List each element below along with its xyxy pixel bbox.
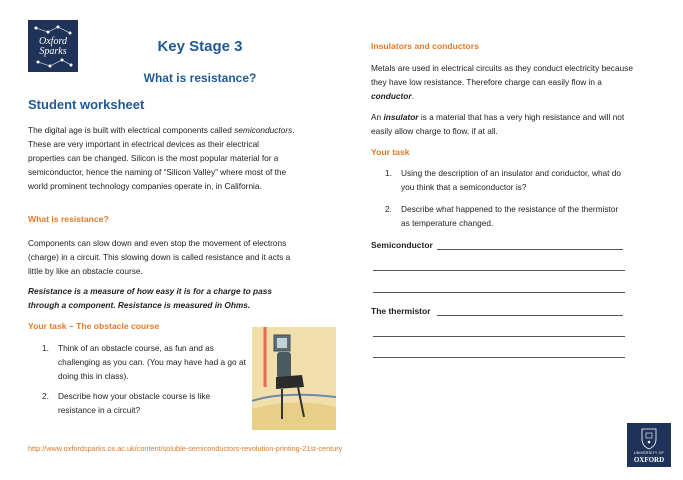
resistance-paragraph	[28, 236, 298, 278]
conductor-text-a: Metals are used in electrical circuits as they conduct electricity because they have low resistance. Therefore charge can easily flow in a	[371, 63, 633, 87]
answer-line[interactable]	[373, 270, 625, 271]
list-number: 2.	[42, 391, 49, 401]
answer-line[interactable]	[373, 336, 625, 337]
insulator-paragraph	[371, 110, 633, 138]
key-stage-title: Key Stage 3	[157, 38, 243, 55]
oxford-logo-line2: OXFORD	[633, 456, 665, 464]
obstacle-course-illustration	[252, 327, 336, 430]
intro-text-a: The digital age is built with electrical components called	[28, 125, 232, 135]
answer-line[interactable]	[373, 357, 625, 358]
resistance-definition	[28, 284, 298, 312]
task2-heading: Your task	[371, 147, 410, 157]
resistance-text: Components can slow down and even stop the movement of electrons (charge) in a circuit. This slowing down is called resistance and it acts a little by like an obstacle course.	[28, 238, 291, 276]
logo-text-line1: Oxford	[39, 36, 67, 47]
source-url-link[interactable]: http://www.oxfordsparks.ox.ac.uk/content/soluble-semiconductors-revolution-printing-21st-century	[28, 444, 343, 453]
list-text: Describe what happened to the resistance of the thermistor as temperature changed.	[401, 204, 619, 228]
intro-paragraph	[28, 123, 298, 193]
semiconductor-label: Semiconductor	[371, 240, 433, 250]
figure-illustration	[252, 327, 336, 430]
task2-list	[371, 166, 621, 230]
task1-list	[28, 341, 246, 417]
list-item	[371, 166, 621, 194]
list-text: Describe how your obstacle course is like resistance in a circuit?	[58, 391, 211, 415]
insulator-text-a: An	[371, 112, 384, 122]
oxford-logo-line1: UNIVERSITY OF	[633, 451, 665, 455]
intro-text-b: . These are very important in electrical devices as their electrical properties can be changed. Silicon is the most popular material for a semiconductor, hence the naming of “Silicon Valley” where most of the world prominent technology companies operate in, in California.	[28, 125, 295, 191]
insulator-text-b: is a material that has a very high resistance and will not easily allow charge to flow, if at all.	[371, 112, 625, 136]
thermistor-answer-line[interactable]	[437, 315, 623, 316]
task1-heading: Your task – The obstacle course	[28, 321, 160, 331]
list-number: 1.	[42, 343, 49, 353]
list-number: 1.	[385, 168, 392, 178]
conductor-emphasis: conductor	[371, 91, 412, 101]
intro-emphasis: semiconductors	[234, 125, 293, 135]
oxford-crest-icon	[627, 423, 671, 451]
page-subtitle: What is resistance?	[143, 71, 257, 85]
insulators-heading: Insulators and conductors	[371, 41, 479, 51]
what-is-resistance-heading: What is resistance?	[28, 214, 109, 224]
university-of-oxford-logo	[627, 423, 671, 467]
logo-text-line2: Sparks	[39, 46, 67, 57]
list-item	[28, 389, 246, 417]
conductor-text-b: .	[411, 91, 414, 101]
semiconductor-answer-line[interactable]	[437, 249, 623, 250]
resistance-definition-text: Resistance is a measure of how easy it is for a charge to pass through a component. Resistance is measured in Ohms.	[28, 286, 272, 310]
thermistor-label: The thermistor	[371, 306, 431, 316]
oxford-sparks-logo	[28, 20, 78, 72]
conductor-paragraph	[371, 61, 633, 103]
list-item	[28, 341, 246, 383]
list-item	[371, 202, 621, 230]
insulator-emphasis: insulator	[383, 112, 419, 122]
list-text: Using the description of an insulator and conductor, what do you think that a semiconductor is?	[401, 168, 622, 192]
list-text: Think of an obstacle course, as fun and as challenging as you can. (You may have had a go at doing this in class).	[58, 343, 246, 381]
list-number: 2.	[385, 204, 392, 214]
worksheet-heading: Student worksheet	[28, 97, 145, 112]
answer-line[interactable]	[373, 292, 625, 293]
